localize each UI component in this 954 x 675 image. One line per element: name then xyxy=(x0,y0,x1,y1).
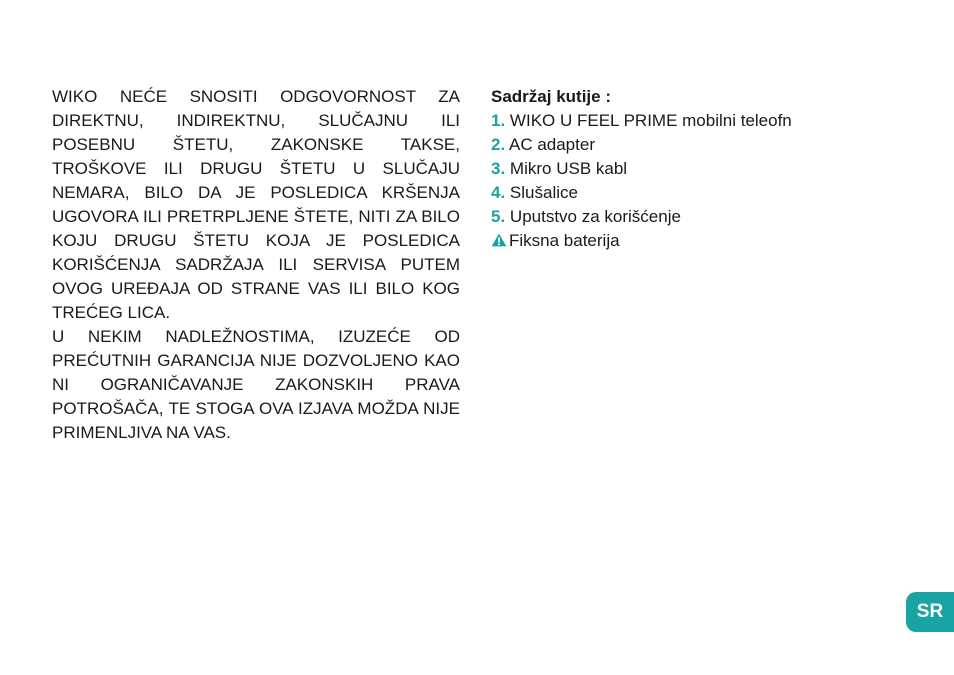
box-contents-heading: Sadržaj kutije : xyxy=(491,87,611,106)
list-item xyxy=(491,205,911,229)
list-item-text: Mikro USB kabl xyxy=(509,159,628,178)
list-item-number: 1. xyxy=(491,111,506,130)
list-item-number: 2. xyxy=(491,135,506,154)
list-item-number: 4. xyxy=(491,183,506,202)
disclaimer-paragraph-1: WIKO NEĆE SNOSITI ODGOVORNOST ZA DIREKTNU, INDIREKTNU, SLUČAJNU ILI POSEBNU ŠTETU, ZAKONSKE TAKSE, TROŠKOVE ILI DRUGU ŠTETU U SLUČAJU NEMARA, BILO DA JE POSLEDICA KRŠENJA UGOVORA ILI PRETRPLJENE ŠTETE, NITI ZA BILO KOJU DRUGU ŠTETU KOJA JE POSLEDICA KORIŠĆENJA SADRŽAJA ILI SERVISA PUTEM OVOG UREĐAJA OD STRANE VAS ILI BILO KOG TREĆEG LICA. xyxy=(52,87,460,322)
list-item-number: 5. xyxy=(491,207,506,226)
box-contents-list xyxy=(491,109,911,253)
list-item-text: Uputstvo za korišćenje xyxy=(509,207,681,226)
warning-item xyxy=(491,229,911,253)
disclaimer-paragraph-2: U NEKIM NADLEŽNOSTIMA, IZUZEĆE OD PREĆUTNIH GARANCIJA NIJE DOZVOLJENO KAO NI OGRANIČAVANJE ZAKONSKIH PRAVA POTROŠAČA, TE STOGA OVA IZJAVA MOŽDA NIJE PRIMENLJIVA NA VAS. xyxy=(52,327,460,442)
list-item-text: Slušalice xyxy=(509,183,578,202)
list-item-text: AC adapter xyxy=(508,135,595,154)
list-item xyxy=(491,157,911,181)
list-item xyxy=(491,181,911,205)
language-tab: SR xyxy=(906,592,954,632)
list-item xyxy=(491,133,911,157)
warning-text: Fiksna baterija xyxy=(509,231,620,250)
list-item xyxy=(491,109,911,133)
disclaimer-column xyxy=(52,85,460,445)
list-item-number: 3. xyxy=(491,159,506,178)
box-contents-section xyxy=(491,85,911,253)
warning-triangle-icon xyxy=(491,230,507,244)
list-item-text: WIKO U FEEL PRIME mobilni teleofn xyxy=(509,111,792,130)
